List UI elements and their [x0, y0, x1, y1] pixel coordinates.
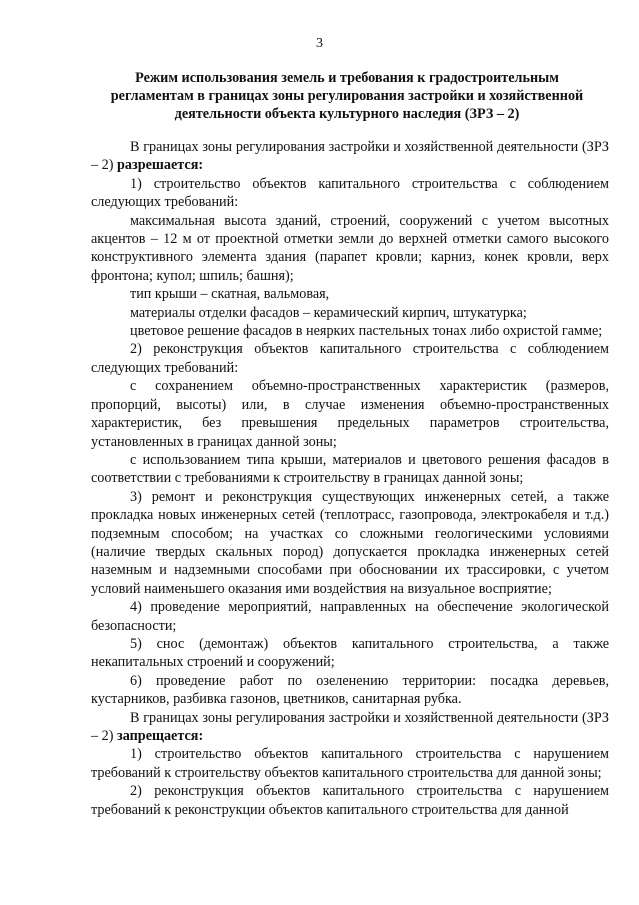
permitted-item-6: 6) проведение работ по озеленению территории: посадка деревьев, кустарников, разбивка газонов, цветников, санитарная рубка.: [91, 672, 609, 708]
permitted-item-3: 3) ремонт и реконструкция существующих инженерных сетей, а также прокладка новых инженерных сетей (теплотрасс, газопровода, электрокабеля и т.д.) подземным способом; на участках со сложными геологическими условиями (наличие твердых скальных пород) допускается прокладка инженерных сетей наземным и надземными способами при обосновании их трассировки, с учетом условий наименьшего оказания ими воздействия на визуальное восприятие;: [91, 488, 609, 597]
prohibited-item-1: 1) строительство объектов капитального строительства с нарушением требований к строительству объектов капитального строительства для данной зоны;: [91, 746, 609, 781]
permitted-item-2-volume: с сохранением объемно-пространственных характеристик (размеров, пропорций, высоты) или, в случае изменения объемно-пространственных характеристик, без превышения предельных параметров строительства, установленных в границах данной зоны;: [91, 378, 609, 450]
permitted-item-5: 5) снос (демонтаж) объектов капитального строительства, а также некапитальных строений и сооружений;: [91, 635, 609, 671]
permitted-item-4: 4) проведение мероприятий, направленных на обеспечение экологической безопасности;: [91, 599, 609, 634]
permitted-item-2: 2) реконструкция объектов капитального строительства с соблюдением следующих требований:: [91, 341, 609, 376]
page-number: 3: [316, 36, 323, 51]
permitted-item-1-colors: цветовое решение фасадов в неярких пастельных тонах либо охристой гамме;: [130, 323, 603, 340]
prohibited-intro-paragraph: [91, 709, 609, 746]
permitted-item-1-materials: материалы отделки фасадов – керамический кирпич, штукатурка;: [130, 304, 527, 321]
document-body: [91, 138, 609, 819]
permitted-keyword: разрешается:: [117, 157, 204, 174]
permitted-item-1: 1) строительство объектов капитального строительства с соблюдением следующих требований:: [91, 175, 609, 211]
permitted-intro-text: В границах зоны регулирования застройки и хозяйственной деятельности (ЗРЗ – 2): [91, 139, 609, 174]
page-title: Режим использования земель и требования к градостроительным регламентам в границах зоны регулирования застройки и хозяйственной деятельности объекта культурного наследия (ЗРЗ – 2): [110, 70, 584, 122]
prohibited-intro-text: В границах зоны регулирования застройки и хозяйственной деятельности (ЗРЗ – 2): [91, 709, 609, 744]
permitted-intro-paragraph: [91, 138, 609, 175]
permitted-item-1-height: максимальная высота зданий, строений, сооружений с учетом высотных акцентов – 12 м от проектной отметки земли до верхней отметки самого высокого конструктивного элемента здания (парапет кровли; карниз, конек кровли, верх фронтона; купол; шпиль; башня);: [91, 212, 609, 284]
prohibited-keyword: запрещается:: [117, 728, 204, 744]
permitted-item-2-roof: с использованием типа крыши, материалов и цветового решения фасадов в соответствии с требованиями к строительству в границах данной зоны;: [91, 451, 609, 487]
permitted-item-1-roof: тип крыши – скатная, вальмовая,: [130, 286, 330, 303]
prohibited-item-2: 2) реконструкция объектов капитального строительства с нарушением требований к реконструкции объектов капитального строительства для данной: [91, 783, 609, 818]
